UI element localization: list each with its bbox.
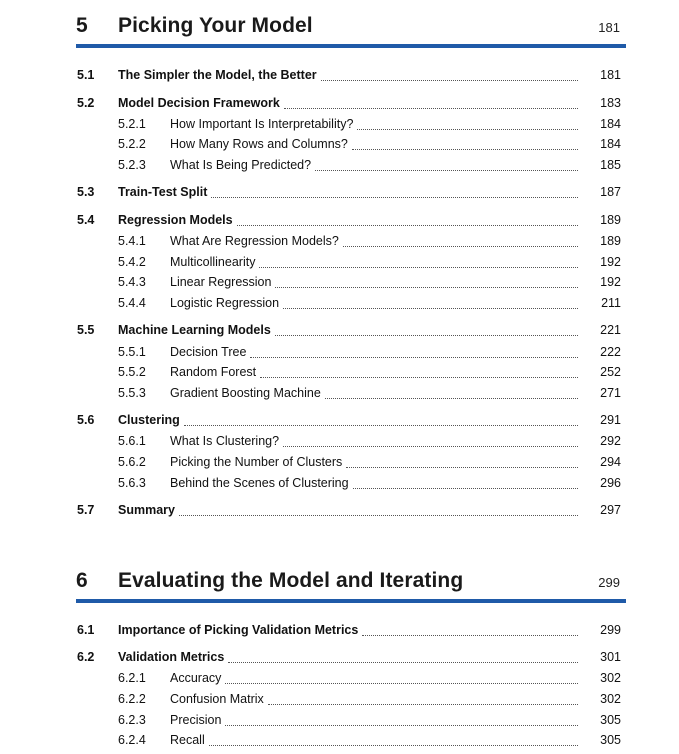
entry-title: Multicollinearity [170, 255, 256, 269]
chapter-title: Evaluating the Model and Iterating [118, 569, 464, 592]
chapter-page: 181 [598, 20, 620, 35]
entry-title: Logistic Regression [170, 296, 280, 310]
toc-entry[interactable] [76, 689, 626, 709]
entry-title: Recall [170, 733, 205, 747]
entry-title: Model Decision Framework [118, 96, 280, 110]
chapter-number: 6 [76, 569, 88, 592]
leader-dots [275, 334, 578, 336]
entry-title: Machine Learning Models [118, 323, 271, 337]
chapter-title: Picking Your Model [118, 14, 313, 37]
toc-entry[interactable] [76, 182, 626, 202]
entry-title: Decision Tree [170, 345, 247, 359]
toc-entry[interactable] [76, 383, 626, 403]
toc-entry[interactable] [76, 342, 626, 362]
chapter-page: 299 [598, 575, 620, 590]
entry-page: 252 [600, 365, 621, 379]
entry-title: Gradient Boosting Machine [170, 386, 321, 400]
leader-dots [211, 196, 578, 198]
entry-page: 296 [600, 476, 621, 490]
entry-number: 5.2 [77, 96, 95, 110]
entry-page: 189 [600, 234, 621, 248]
toc-entry[interactable] [76, 710, 626, 730]
entry-page: 305 [600, 713, 621, 727]
leader-dots [209, 744, 578, 746]
entry-title: The Simpler the Model, the Better [118, 68, 317, 82]
entry-title: Regression Models [118, 213, 233, 227]
entry-number: 6.2.2 [118, 692, 146, 706]
entry-title: What Is Being Predicted? [170, 158, 312, 172]
entry-number: 5.5.3 [118, 386, 146, 400]
entry-title: Accuracy [170, 671, 222, 685]
entry-number: 5.4.3 [118, 275, 146, 289]
toc-entry[interactable] [76, 65, 626, 85]
entry-number: 5.6.3 [118, 476, 146, 490]
toc-entry[interactable] [76, 155, 626, 175]
toc-entry[interactable] [76, 668, 626, 688]
leader-dots [325, 397, 578, 399]
entry-page: 271 [600, 386, 621, 400]
leader-dots [315, 169, 578, 171]
toc-entry[interactable] [76, 134, 626, 154]
toc-entry[interactable] [76, 620, 626, 640]
entry-page: 291 [600, 413, 621, 427]
chapter-heading [76, 555, 626, 603]
entry-page: 183 [600, 96, 621, 110]
entry-number: 5.1 [77, 68, 95, 82]
toc-entry[interactable] [76, 500, 626, 520]
leader-dots [357, 128, 578, 130]
leader-dots [184, 424, 578, 426]
leader-dots [284, 107, 578, 109]
leader-dots [275, 286, 578, 288]
leader-dots [179, 514, 578, 516]
entry-page: 302 [600, 692, 621, 706]
entry-number: 5.5.1 [118, 345, 146, 359]
entry-number: 5.6.1 [118, 434, 146, 448]
leader-dots [283, 307, 578, 309]
entry-number: 5.4.4 [118, 296, 146, 310]
entry-number: 6.2.1 [118, 671, 146, 685]
entry-page: 187 [600, 185, 621, 199]
toc-entry[interactable] [76, 730, 626, 750]
entry-title: Clustering [118, 413, 180, 427]
entry-page: 185 [600, 158, 621, 172]
entry-title: How Many Rows and Columns? [170, 137, 348, 151]
entry-number: 5.5.2 [118, 365, 146, 379]
leader-dots [225, 682, 578, 684]
entry-number: 5.2.2 [118, 137, 146, 151]
leader-dots [260, 376, 578, 378]
entry-page: 184 [600, 137, 621, 151]
leader-dots [352, 148, 578, 150]
chapter-number: 5 [76, 14, 88, 37]
entry-page: 222 [600, 345, 621, 359]
entry-title: Random Forest [170, 365, 257, 379]
toc-entry[interactable] [76, 410, 626, 430]
entry-number: 5.7 [77, 503, 95, 517]
leader-dots [353, 487, 578, 489]
entry-number: 6.1 [77, 623, 95, 637]
toc-entry[interactable] [76, 231, 626, 251]
leader-dots [259, 266, 578, 268]
entry-page: 297 [600, 503, 621, 517]
entry-page: 221 [600, 323, 621, 337]
entry-number: 6.2.4 [118, 733, 146, 747]
entry-title: Summary [118, 503, 175, 517]
entry-title: Confusion Matrix [170, 692, 264, 706]
entry-page: 189 [600, 213, 621, 227]
entry-number: 5.2.3 [118, 158, 146, 172]
entry-page: 301 [600, 650, 621, 664]
entry-title: Precision [170, 713, 222, 727]
toc-entry[interactable] [76, 210, 626, 230]
entry-title: Linear Regression [170, 275, 272, 289]
entry-title: Train-Test Split [118, 185, 208, 199]
toc-entry[interactable] [76, 452, 626, 472]
entry-page: 294 [600, 455, 621, 469]
entry-title: Validation Metrics [118, 650, 225, 664]
entry-page: 305 [600, 733, 621, 747]
toc-entry[interactable] [76, 362, 626, 382]
entry-title: Behind the Scenes of Clustering [170, 476, 349, 490]
entry-number: 5.3 [77, 185, 95, 199]
leader-dots [268, 703, 578, 705]
leader-dots [237, 224, 578, 226]
entry-number: 5.6.2 [118, 455, 146, 469]
toc-entry[interactable] [76, 272, 626, 292]
entry-number: 5.4 [77, 213, 95, 227]
entry-title: What Are Regression Models? [170, 234, 339, 248]
leader-dots [362, 634, 578, 636]
toc-entry[interactable] [76, 647, 626, 667]
toc-entry[interactable] [76, 114, 626, 134]
entry-title: What Is Clustering? [170, 434, 280, 448]
leader-dots [346, 466, 578, 468]
entry-page: 302 [600, 671, 621, 685]
entry-number: 5.4.2 [118, 255, 146, 269]
entry-page: 299 [600, 623, 621, 637]
entry-page: 184 [600, 117, 621, 131]
leader-dots [321, 79, 578, 81]
entry-number: 5.2.1 [118, 117, 146, 131]
leader-dots [225, 724, 578, 726]
leader-dots [250, 356, 578, 358]
entry-number: 5.6 [77, 413, 95, 427]
toc-entry[interactable] [76, 293, 626, 313]
entry-page: 192 [600, 255, 621, 269]
entry-number: 6.2.3 [118, 713, 146, 727]
entry-number: 6.2 [77, 650, 95, 664]
entry-title: How Important Is Interpretability? [170, 117, 354, 131]
entry-page: 211 [601, 296, 621, 310]
toc-entry[interactable] [76, 320, 626, 340]
entry-title: Picking the Number of Clusters [170, 455, 343, 469]
leader-dots [343, 245, 578, 247]
toc-entry[interactable] [76, 252, 626, 272]
toc-entry[interactable] [76, 431, 626, 451]
entry-page: 292 [600, 434, 621, 448]
entry-page: 192 [600, 275, 621, 289]
leader-dots [228, 661, 578, 663]
toc-entry[interactable] [76, 93, 626, 113]
leader-dots [283, 445, 578, 447]
chapter-heading [76, 0, 626, 48]
toc-entry[interactable] [76, 473, 626, 493]
entry-number: 5.5 [77, 323, 95, 337]
entry-number: 5.4.1 [118, 234, 146, 248]
entry-page: 181 [600, 68, 621, 82]
entry-title: Importance of Picking Validation Metrics [118, 623, 359, 637]
